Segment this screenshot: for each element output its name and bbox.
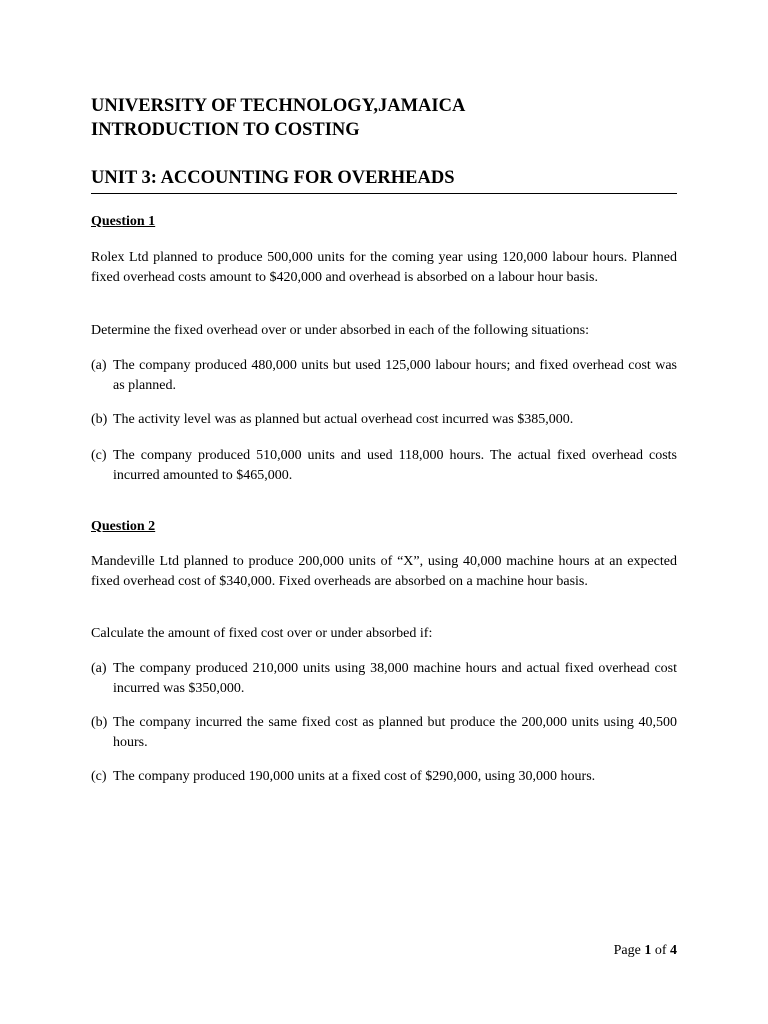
total-pages-number: 4 [670, 943, 677, 958]
question-2-item-a [91, 659, 677, 698]
question-2-heading: Question 2 [91, 519, 156, 534]
question-1-heading: Question 1 [91, 214, 156, 229]
question-1-item-c [91, 446, 677, 485]
item-text: The company produced 510,000 units and used 118,000 hours. The actual fixed overhead costs incurred amounted to $465,000. [113, 448, 677, 483]
page-number-footer [614, 942, 677, 960]
course-title: INTRODUCTION TO COSTING [91, 120, 360, 140]
of-word: of [654, 943, 667, 958]
item-marker: (c) [91, 769, 107, 784]
item-text: The company produced 480,000 units but used 125,000 labour hours; and fixed overhead cost was as planned. [113, 358, 677, 393]
item-marker: (c) [91, 448, 107, 463]
university-title: UNIVERSITY OF TECHNOLOGY,JAMAICA [91, 96, 466, 116]
item-marker: (b) [91, 715, 108, 730]
item-marker: (a) [91, 661, 107, 676]
item-text: The activity level was as planned but actual overhead cost incurred was $385,000. [113, 412, 574, 427]
question-2-item-b [91, 713, 677, 752]
item-text: The company incurred the same fixed cost as planned but produce the 200,000 units using 40,500 hours. [113, 715, 677, 750]
question-1-instruction: Determine the fixed overhead over or under absorbed in each of the following situations: [91, 323, 590, 338]
question-2-item-c [91, 767, 677, 787]
question-1-item-a [91, 356, 677, 395]
question-1-intro: Rolex Ltd planned to produce 500,000 units for the coming year using 120,000 labour hours. Planned fixed overhead costs amount to $420,000 and overhead is absorbed on a labour hour basis. [91, 250, 677, 285]
question-2-instruction: Calculate the amount of fixed cost over or under absorbed if: [91, 626, 433, 641]
question-2-intro: Mandeville Ltd planned to produce 200,000 units of “X”, using 40,000 machine hours at an expected fixed overhead cost of $340,000. Fixed overheads are absorbed on a machine hour basis. [91, 554, 677, 589]
item-marker: (a) [91, 358, 107, 373]
current-page-number: 1 [644, 943, 652, 958]
page-word: Page [613, 943, 641, 958]
item-marker: (b) [91, 412, 108, 427]
item-text: The company produced 190,000 units at a fixed cost of $290,000, using 30,000 hours. [113, 769, 596, 784]
item-text: The company produced 210,000 units using 38,000 machine hours and actual fixed overhead cost incurred was $350,000. [113, 661, 677, 696]
unit-title: UNIT 3: ACCOUNTING FOR OVERHEADS [91, 166, 677, 194]
question-1-item-b [91, 410, 677, 430]
